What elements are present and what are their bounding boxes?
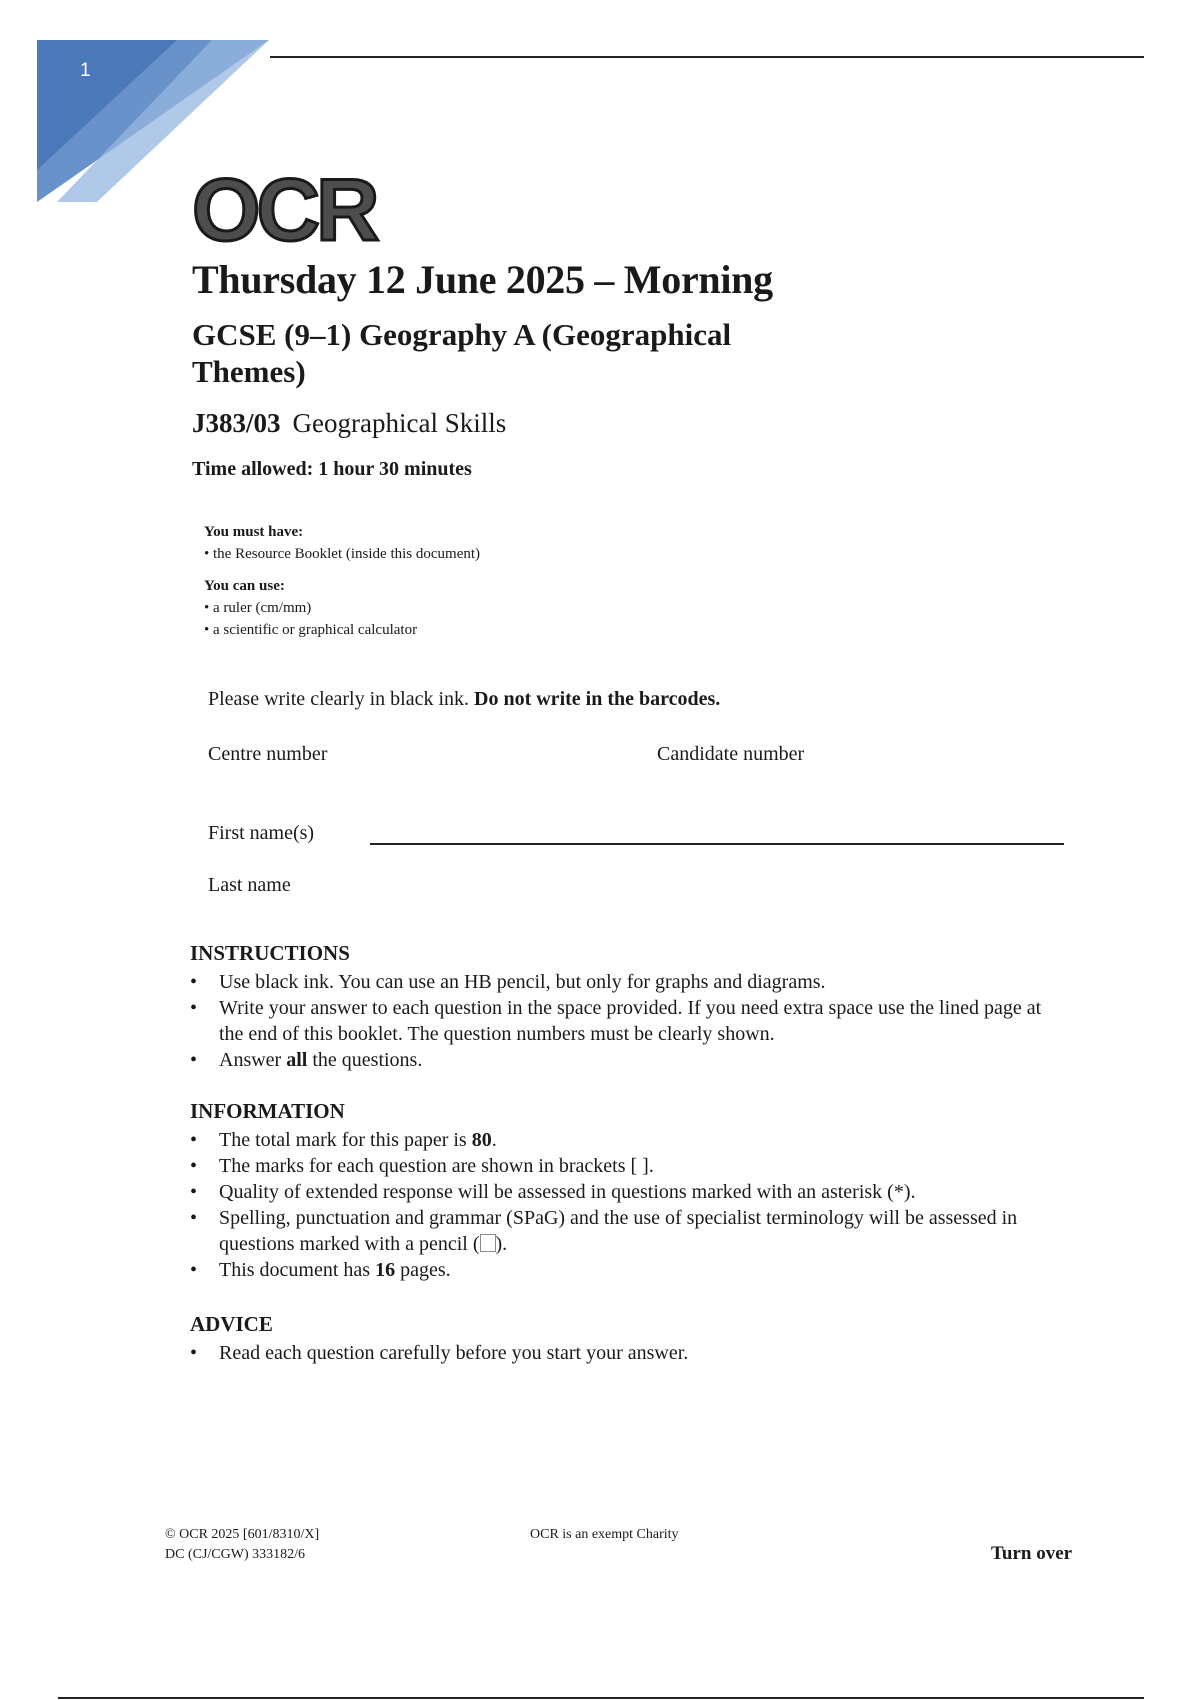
turn-over: Turn over [991,1543,1073,1564]
pencil-icon [480,1234,496,1252]
centre-number-label: Centre number [208,743,328,765]
list-item: • Read each question carefully before you start your answer. [190,1342,689,1364]
advice-section [190,1312,1070,1366]
write-clearly-text: Please write clearly in black ink. [208,688,470,710]
list-item: • Spelling, punctuation and grammar (SPaG) and the use of specialist terminology will be assessed in questions marked with a pencil ( ). [190,1207,1018,1255]
exam-date-title: Thursday 12 June 2025 – Morning [192,257,773,302]
list-item: • The total mark for this paper is 80. [190,1129,497,1151]
information-heading: INFORMATION [190,1099,345,1123]
write-clearly-notice [208,688,720,711]
footer-charity: OCR is an exempt Charity [530,1527,679,1542]
exam-subject: GCSE (9–1) Geography A (Geographical Themes) [192,317,732,389]
instructions-section [190,941,1070,1073]
must-have-heading: You must have: [204,524,304,540]
instructions-heading: INSTRUCTIONS [190,941,350,965]
can-use-item: • a ruler (cm/mm) [204,600,312,616]
candidate-number-label: Candidate number [657,743,805,765]
list-item: • The marks for each question are shown in brackets [ ]. [190,1155,654,1177]
first-name-line[interactable] [370,843,1064,845]
ocr-logo [192,168,432,248]
can-use-heading: You can use: [204,578,285,594]
footer-copyright: © OCR 2025 [601/8310/X] [165,1527,320,1542]
paper-heading [192,408,506,439]
paper-code: J383/03 [192,408,281,438]
bottom-rule [58,1697,1144,1699]
last-name-label: Last name [208,874,291,896]
advice-heading: ADVICE [190,1312,273,1336]
first-name-label: First name(s) [208,822,315,844]
barcode-warning: Do not write in the barcodes. [474,688,721,710]
list-item: • Quality of extended response will be assessed in questions marked with an asterisk (*). [190,1181,916,1203]
time-allowed: Time allowed: 1 hour 30 minutes [192,458,472,480]
footer-code: DC (CJ/CGW) 333182/6 [165,1547,305,1562]
paper-name: Geographical Skills [292,408,507,438]
list-item: • This document has 16 pages. [190,1259,451,1281]
top-rule [270,56,1144,58]
svg-text:OCR: OCR [192,168,376,248]
information-section [190,1099,1070,1283]
list-item: • Write your answer to each question in the space provided. If you need extra space use the lined page at the end of this booklet. The question numbers must be clearly shown. [190,997,1042,1045]
can-use-item: • a scientific or graphical calculator [204,622,418,638]
must-have-item: • the Resource Booklet (inside this document) [204,546,481,562]
list-item: • Use black ink. You can use an HB pencil, but only for graphs and diagrams. [190,971,826,993]
list-item: • Answer all the questions. [190,1049,423,1071]
page-number: 1 [80,60,91,81]
